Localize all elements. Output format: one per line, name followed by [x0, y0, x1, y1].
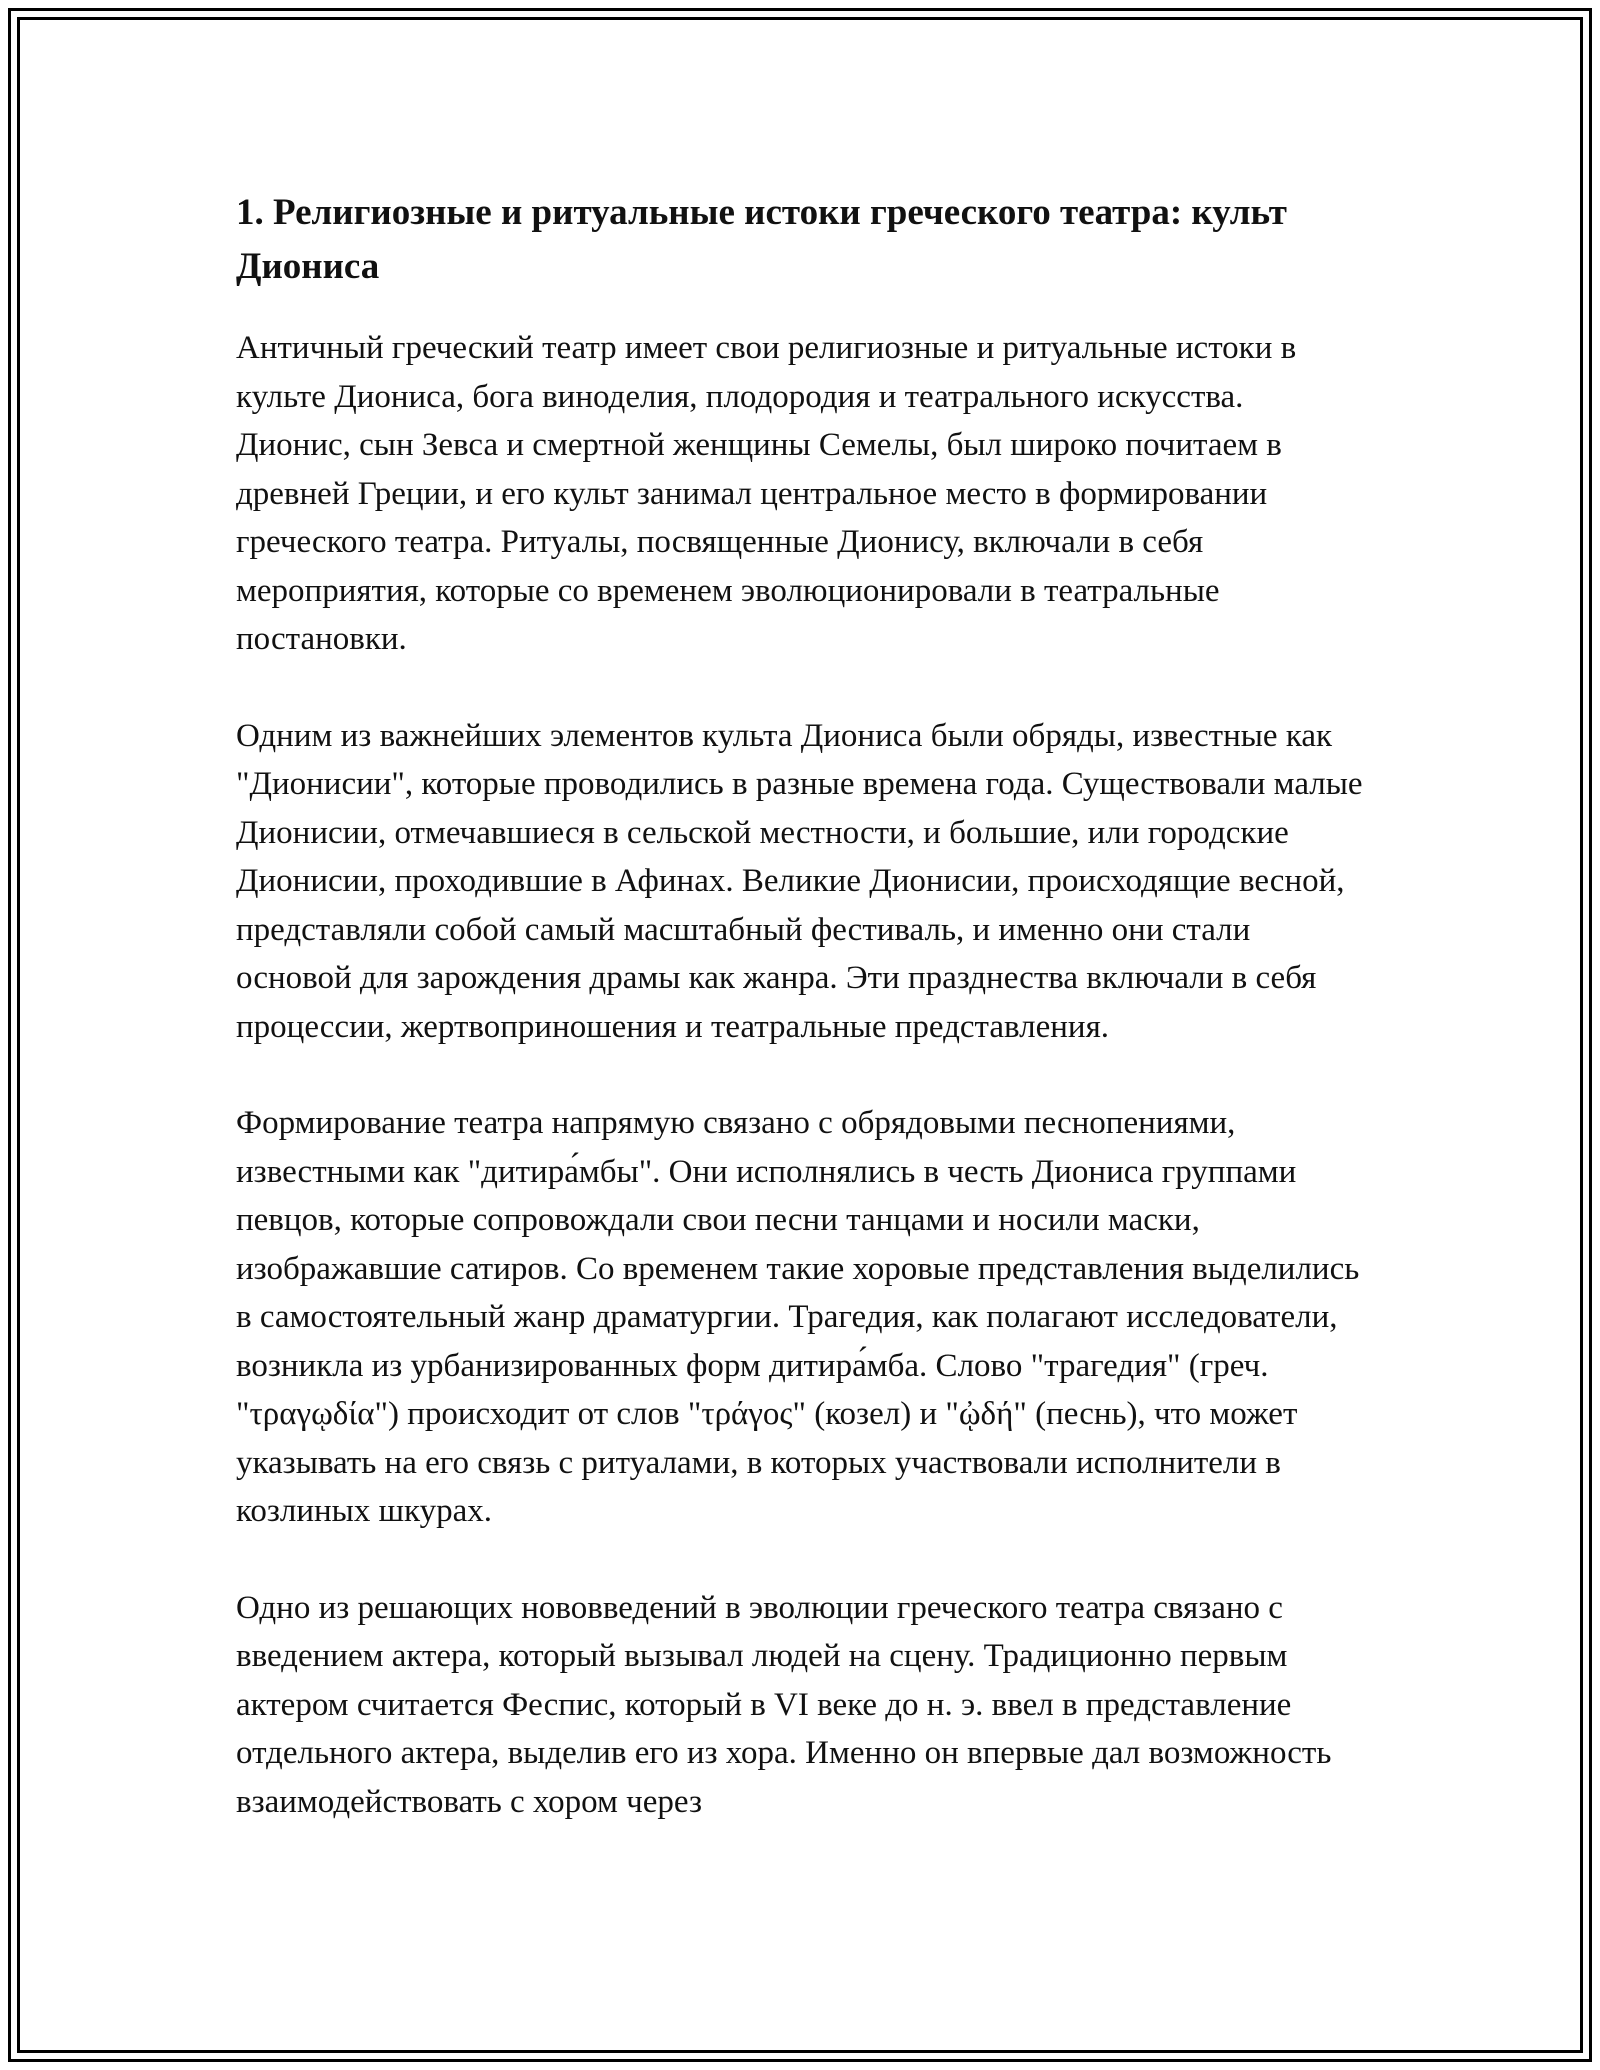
paragraph-2: Одним из важнейших элементов культа Диониса были обряды, известные как "Дионисии", которые проводились в разные времена года. Существовали малые Дионисии, отмечавшиеся в сельской местности, и большие, или городские Дионисии, проходившие в Афинах. Великие Дионисии, происходящие весной, представляли собой самый масштабный фестиваль, и именно они стали основой для зарождения драмы как жанра. Эти празднества включали в себя процессии, жертвоприношения и театральные представления. [236, 717, 1363, 1045]
paragraph-4: Одно из решающих нововведений в эволюции греческого театра связано с введением актера, который вызывал людей на сцену. Традиционно первым актером считается Феспис, который в VI веке до н. э. ввел в представление отдельного актера, выделив его из хора. Именно он впервые дал возможность взаимодействовать с хором через [236, 1589, 1332, 1820]
paragraph-3: Формирование театра напрямую связано с обрядовыми песнопениями, известными как "дитира́мбы". Они исполнялись в честь Диониса группами певцов, которые сопровождали свои песни танцами и носили маски, изображавшие сатиров. Со временем такие хоровые представления выделились в самостоятельный жанр драматургии. Трагедия, как полагают исследователи, возникла из урбанизированных форм дитира́мба. Слово "трагедия" (греч. "τραγῳδία") происходит от слов "τράγος" (козел) и "ᾠδή" (песнь), что может указывать на его связь с ритуалами, в которых участвовали исполнители в козлиных шкурах. [236, 1105, 1360, 1529]
section-heading: 1. Религиозные и ритуальные истоки греческого театра: культ Диониса [236, 192, 1287, 287]
document-body [236, 186, 1366, 1874]
paragraph-1: Античный греческий театр имеет свои религиозные и ритуальные истоки в культе Диониса, бога виноделия, плодородия и театрального искусства. Дионис, сын Зевса и смертной женщины Семелы, был широко почитаем в древней Греции, и его культ занимал центральное место в формировании греческого театра. Ритуалы, посвященные Дионису, включали в себя мероприятия, которые со временем эволюционировали в театральные постановки. [236, 330, 1297, 657]
